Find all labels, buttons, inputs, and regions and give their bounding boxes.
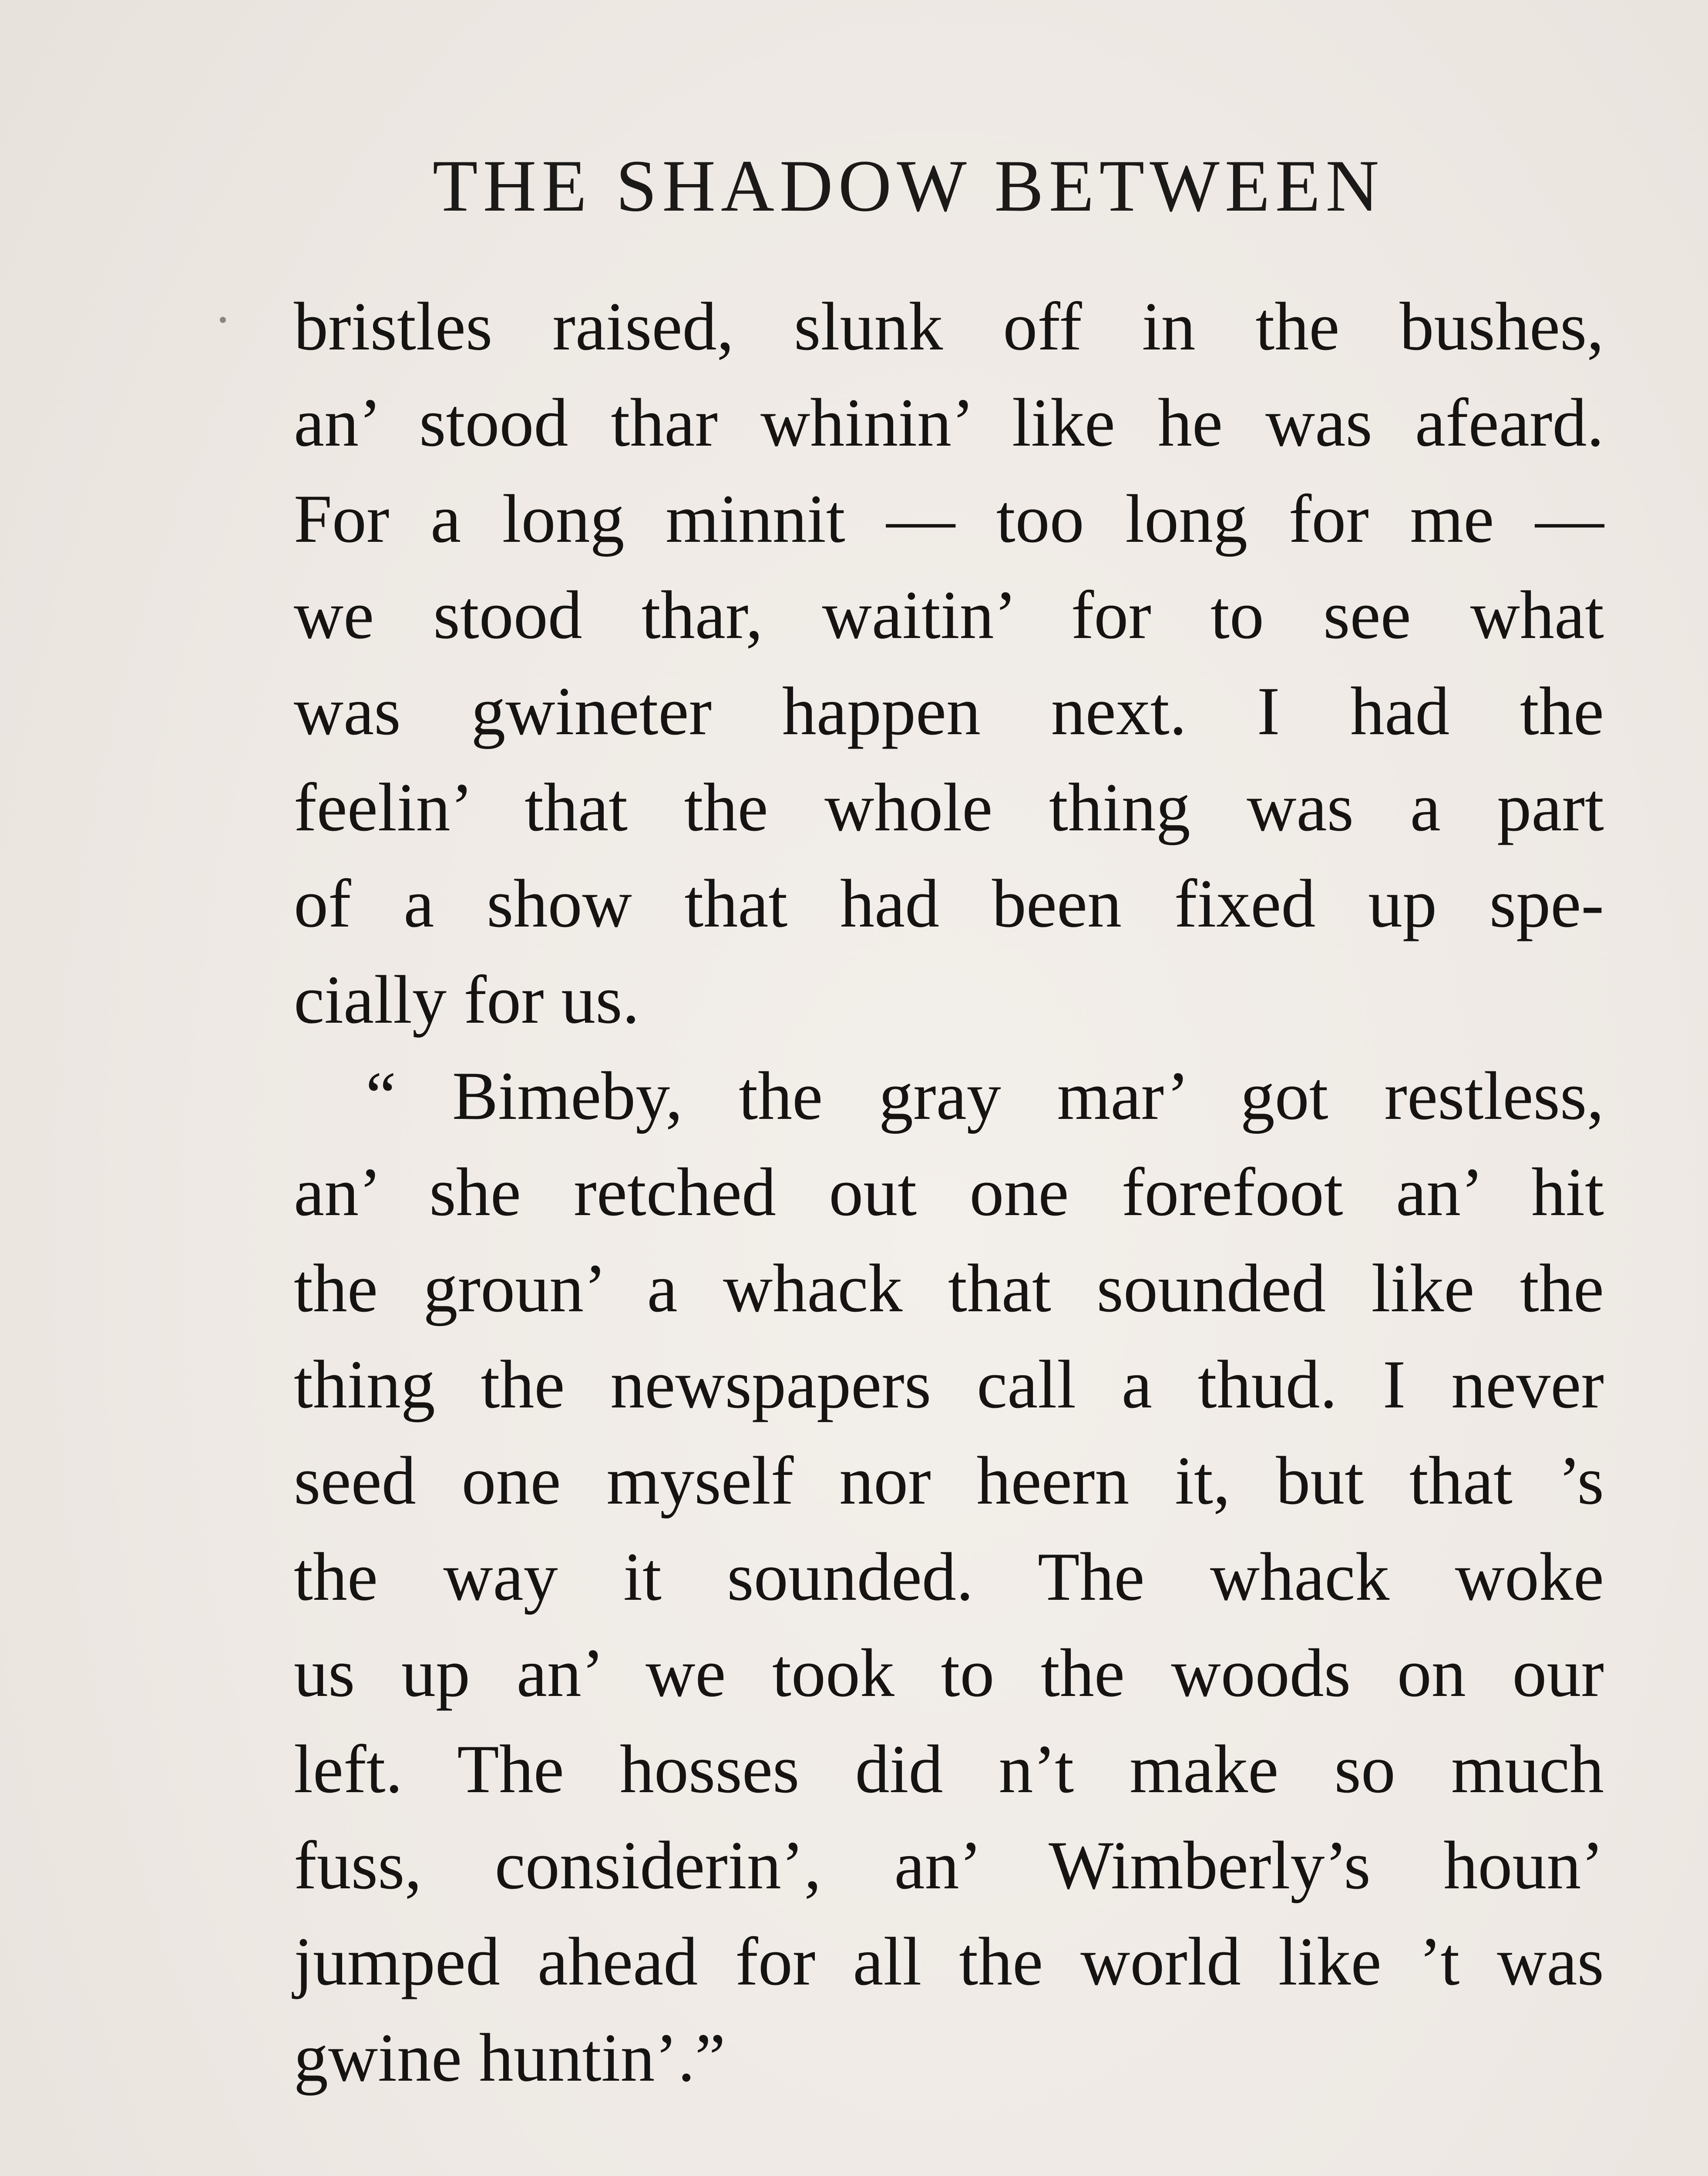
text-line: cially for us. <box>294 962 640 1038</box>
text-line: the way it sounded. The whack woke <box>294 1539 1604 1615</box>
text-line: thing the newspapers call a thud. I never <box>294 1347 1604 1423</box>
running-head: THE SHADOW BETWEEN <box>432 145 1385 227</box>
text-line: bristles raised, slunk off in the bushes, <box>294 289 1604 365</box>
text-line: us up an’ we took to the woods on our <box>294 1635 1604 1711</box>
ink-speck <box>220 317 226 323</box>
text-line: gwine huntin’.” <box>294 2020 726 2096</box>
text-line: “ Bimeby, the gray mar’ got restless, <box>366 1058 1604 1134</box>
text-line: was gwineter happen next. I had the <box>294 673 1604 749</box>
text-line: left. The hosses did n’t make so much <box>294 1731 1604 1807</box>
text-line: the groun’ a whack that sounded like the <box>294 1250 1604 1326</box>
text-line: of a show that had been fixed up spe- <box>294 866 1604 942</box>
text-line: fuss, considerin’, an’ Wimberly’s houn’ <box>294 1827 1604 1904</box>
text-line: an’ she retched out one forefoot an’ hit <box>294 1154 1604 1230</box>
text-line: For a long minnit — too long for me — <box>294 481 1604 557</box>
text-line: jumped ahead for all the world like ’t was <box>294 1924 1604 2000</box>
text-line: an’ stood thar whinin’ like he was afeard. <box>294 385 1604 461</box>
text-line: feelin’ that the whole thing was a part <box>294 769 1604 846</box>
body-text <box>294 279 1604 2106</box>
text-line: we stood thar, waitin’ for to see what <box>294 577 1604 653</box>
text-line: seed one myself nor heern it, but that ’s <box>294 1443 1604 1519</box>
